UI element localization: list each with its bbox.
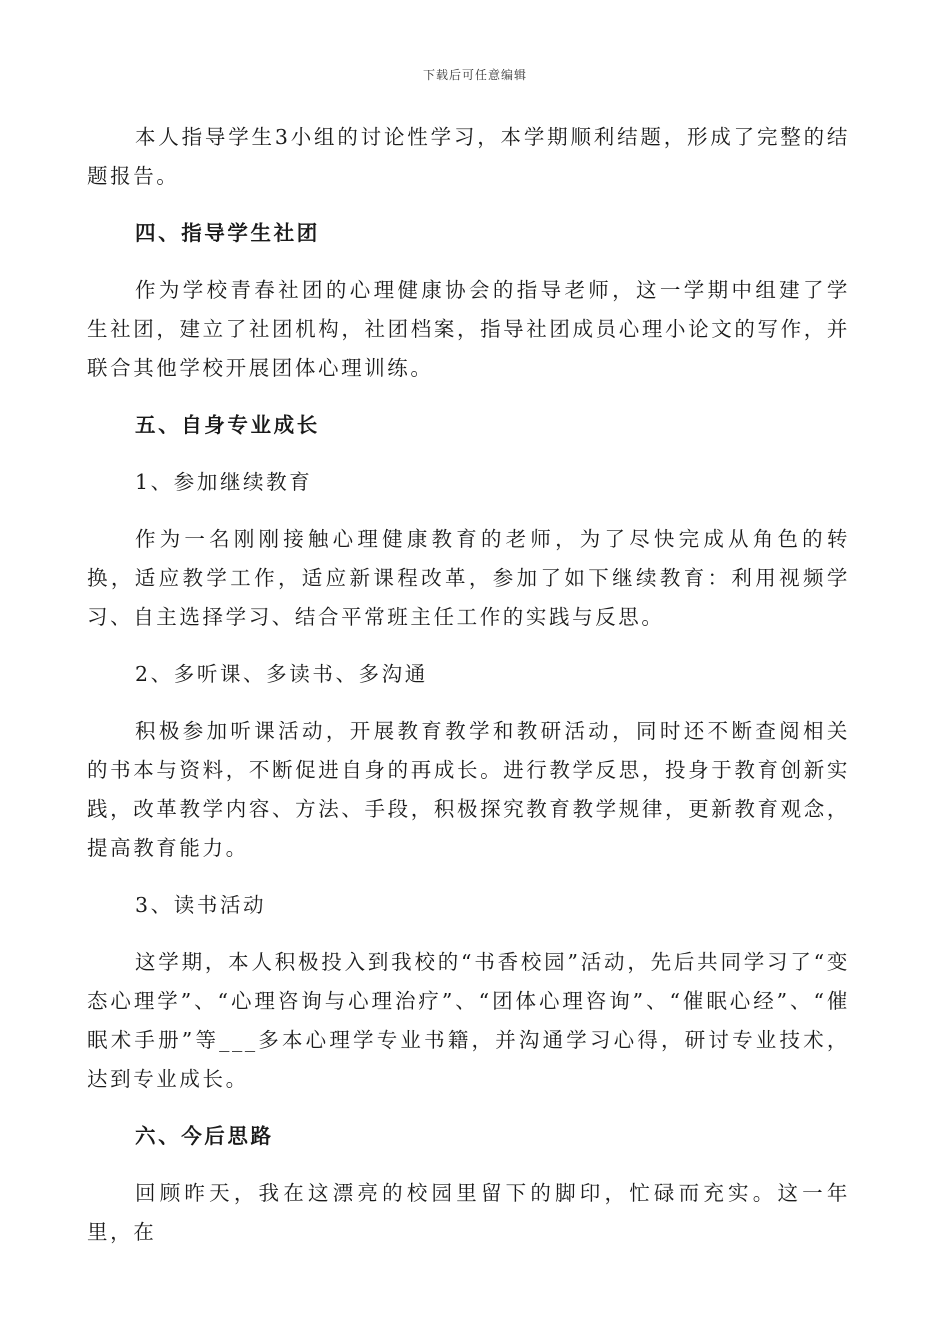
paragraph-research-group: 本人指导学生3小组的讨论性学习，本学期顺利结题，形成了完整的结题报告。 (87, 125, 850, 188)
paragraph-future-plans: 回顾昨天，我在这漂亮的校园里留下的脚印，忙碌而充实。这一年里，在 (87, 1181, 850, 1244)
section-heading-future-plans: 六、今后思路 (135, 1124, 274, 1148)
section-heading-student-club: 四、指导学生社团 (135, 221, 320, 245)
subheading-listen-read-communicate: 2、多听课、多读书、多沟通 (135, 662, 428, 686)
document-body (87, 118, 850, 1270)
subheading-continuing-education: 1、参加继续教育 (135, 470, 313, 494)
subheading-reading-activity: 3、读书活动 (135, 893, 267, 917)
paragraph-listen-read-communicate: 积极参加听课活动，开展教育教学和教研活动，同时还不断查阅相关的书本与资料，不断促进自身的再成长。进行教学反思，投身于教育创新实践，改革教学内容、方法、手段，积极探究教育教学规律，更新教育观念，提高教育能力。 (87, 719, 850, 860)
paragraph-student-club: 作为学校青春社团的心理健康协会的指导老师，这一学期中组建了学生社团，建立了社团机构，社团档案，指导社团成员心理小论文的写作，并联合其他学校开展团体心理训练。 (87, 278, 850, 380)
section-heading-professional-growth: 五、自身专业成长 (135, 413, 320, 437)
paragraph-continuing-education: 作为一名刚刚接触心理健康教育的老师，为了尽快完成从角色的转换，适应教学工作，适应新课程改革，参加了如下继续教育：利用视频学习、自主选择学习、结合平常班主任工作的实践与反思。 (87, 527, 850, 629)
page-header: 下载后可任意编辑 (422, 68, 527, 82)
paragraph-reading-activity: 这学期，本人积极投入到我校的“书香校园”活动，先后共同学习了“变态心理学”、“心理咨询与心理治疗”、“团体心理咨询”、“催眠心经”、“催眠术手册”等___多本心理学专业书籍，并沟通学习心得，研讨专业技术，达到专业成长。 (87, 950, 850, 1091)
